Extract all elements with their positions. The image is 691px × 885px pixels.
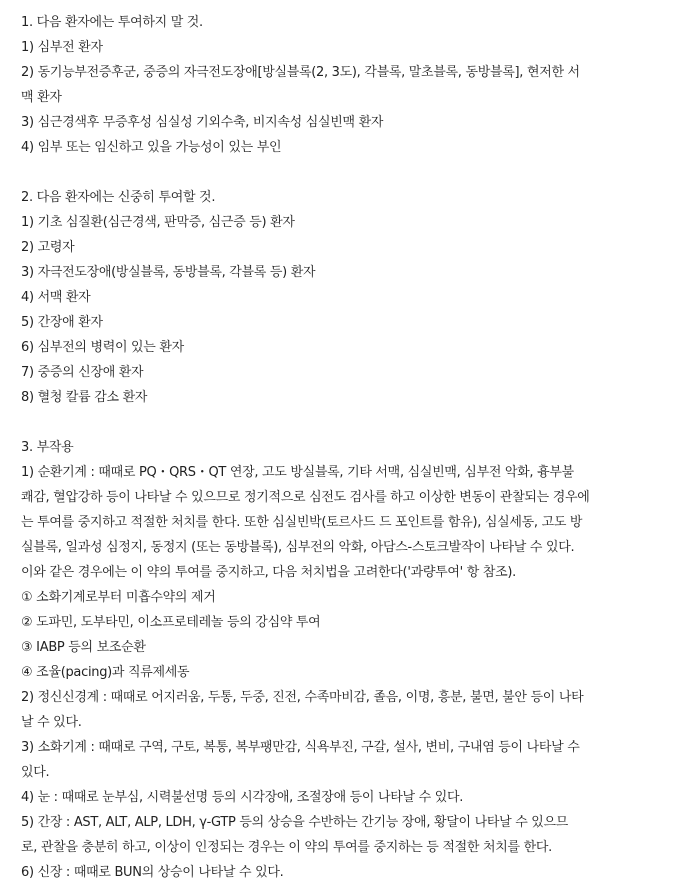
section-spacer [21,160,683,185]
sub-list-item: ② 도파민, 도부타민, 이소프로테레놀 등의 강심약 투여 [21,615,321,630]
section-spacer [21,410,683,435]
list-item: 8) 혈청 칼륨 감소 환자 [21,390,148,405]
list-item: 2) 고령자 [21,240,75,255]
list-item: 1) 기초 심질환(심근경색, 판막증, 심근증 등) 환자 [21,215,295,230]
sub-list-item: ① 소화기계로부터 미흡수약의 제거 [21,590,216,605]
list-item: 3) 자극전도장애(방실블록, 동방블록, 각블록 등) 환자 [21,265,316,280]
list-item: 6) 심부전의 병력이 있는 환자 [21,340,184,355]
list-item-continuation: 맥 환자 [21,90,62,105]
section-careful-administration [21,185,683,410]
section-adverse-reactions [21,435,683,885]
list-item: 5) 간장애 환자 [21,315,103,330]
list-item: 1) 순환기계 : 때때로 PQ・QRS・QT 연장, 고도 방실블록, 기타 서맥, 심실빈맥, 심부전 악화, 흉부불 [21,465,574,480]
list-item: 4) 임부 또는 임신하고 있을 가능성이 있는 부인 [21,140,282,155]
list-item: 4) 눈 : 때때로 눈부심, 시력불선명 등의 시각장애, 조절장애 등이 나타날 수 있다. [21,790,464,805]
sub-list-item: ③ IABP 등의 보조순환 [21,640,146,655]
list-item: 3) 심근경색후 무증후성 심실성 기외수축, 비지속성 심실빈맥 환자 [21,115,384,130]
list-item-continuation: 쾌감, 혈압강하 등이 나타날 수 있으므로 정기적으로 심전도 검사를 하고 이상한 변동이 관찰되는 경우에 [21,490,590,505]
list-item: 1) 심부전 환자 [21,40,103,55]
section-heading: 1. 다음 환자에는 투여하지 말 것. [21,15,203,30]
section-contraindications [21,10,683,160]
list-item-continuation: 실블록, 일과성 심정지, 동정지 (또는 동방블록), 심부전의 악화, 아담스-스토크발작이 나타날 수 있다. [21,540,575,555]
section-heading: 3. 부작용 [21,440,74,455]
list-item: 4) 서맥 환자 [21,290,91,305]
list-item-continuation: 있다. [21,765,50,780]
list-item: 3) 소화기계 : 때때로 구역, 구토, 복통, 복부팽만감, 식욕부진, 구갈, 설사, 변비, 구내염 등이 나타날 수 [21,740,580,755]
list-item: 6) 신장 : 때때로 BUN의 상승이 나타날 수 있다. [21,865,284,880]
list-item-continuation: 이와 같은 경우에는 이 약의 투여를 중지하고, 다음 처치법을 고려한다('과량투여' 항 참조). [21,565,516,580]
list-item: 2) 동기능부전증후군, 중증의 자극전도장애[방실블록(2, 3도), 각블록, 말초블록, 동방블록], 현저한 서 [21,65,580,80]
list-item: 2) 정신신경계 : 때때로 어지러움, 두통, 두중, 진전, 수족마비감, 졸음, 이명, 흥분, 불면, 불안 등이 나타 [21,690,584,705]
list-item-continuation: 날 수 있다. [21,715,82,730]
list-item-continuation: 는 투여를 중지하고 적절한 처치를 한다. 또한 심실빈박(토르사드 드 포인트를 함유), 심실세동, 고도 방 [21,515,583,530]
sub-list-item: ④ 조율(pacing)과 직류제세동 [21,665,190,680]
section-heading: 2. 다음 환자에는 신중히 투여할 것. [21,190,216,205]
list-item: 7) 중증의 신장애 환자 [21,365,144,380]
list-item: 5) 간장 : AST, ALT, ALP, LDH, γ-GTP 등의 상승을 수반하는 간기능 장애, 황달이 나타날 수 있으므 [21,815,569,830]
list-item-continuation: 로, 관찰을 충분히 하고, 이상이 인정되는 경우는 이 약의 투여를 중지하는 등 적절한 처치를 한다. [21,840,552,855]
